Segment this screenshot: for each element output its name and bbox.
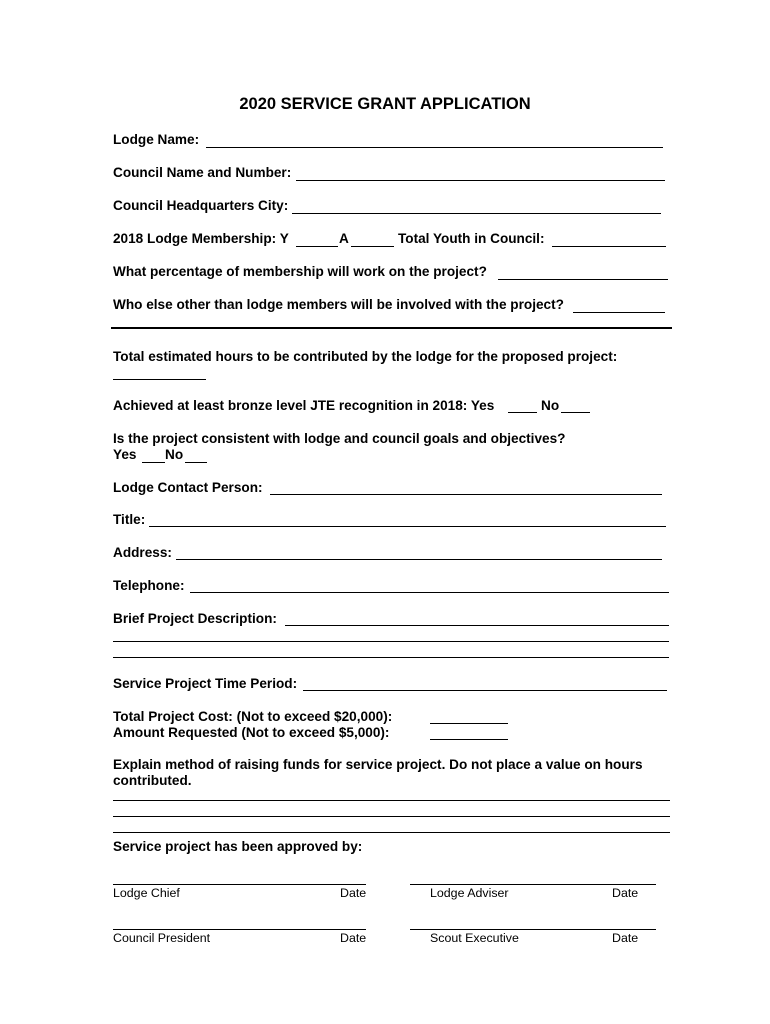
membership-youth-field[interactable] (296, 246, 338, 247)
lodge-name-label: Lodge Name: (113, 132, 200, 147)
scout-executive-date-label: Date (612, 931, 639, 945)
section-divider (111, 327, 672, 329)
who-else-label: Who else other than lodge members will be involved with the project? (113, 297, 564, 312)
scout-executive-signature-line[interactable] (410, 929, 656, 930)
consistent-no-field[interactable] (185, 462, 207, 463)
jte-label: Achieved at least bronze level JTE recognition in 2018: Yes (113, 398, 495, 413)
council-name-field[interactable] (296, 180, 665, 181)
description-field[interactable] (285, 625, 669, 626)
membership-adult-field[interactable] (351, 246, 394, 247)
jte-no-field[interactable] (561, 412, 590, 413)
explain-label-line-2: contributed. (113, 773, 192, 788)
council-hq-label: Council Headquarters City: (113, 198, 289, 213)
explain-line-3[interactable] (113, 832, 670, 833)
description-line-2[interactable] (113, 641, 669, 642)
address-label: Address: (113, 545, 172, 560)
membership-adult-label: A (339, 231, 349, 246)
time-period-label: Service Project Time Period: (113, 676, 298, 691)
title-field[interactable] (149, 526, 666, 527)
telephone-field[interactable] (190, 592, 669, 593)
total-hours-field[interactable] (113, 379, 206, 380)
time-period-field[interactable] (303, 690, 667, 691)
percentage-field[interactable] (498, 279, 668, 280)
lodge-chief-date-label: Date (340, 886, 367, 900)
jte-yes-field[interactable] (508, 412, 537, 413)
explain-line-2[interactable] (113, 816, 670, 817)
explain-label-line-1: Explain method of raising funds for service project. Do not place a value on hours (113, 757, 643, 772)
lodge-chief-label: Lodge Chief (113, 886, 180, 900)
total-cost-field[interactable] (430, 723, 508, 724)
amount-requested-label: Amount Requested (Not to exceed $5,000): (113, 725, 390, 740)
jte-no-label: No (541, 398, 560, 413)
scout-executive-label: Scout Executive (430, 931, 519, 945)
description-line-3[interactable] (113, 657, 669, 658)
council-name-label: Council Name and Number: (113, 165, 292, 180)
consistent-no-label: No (165, 447, 184, 462)
description-label: Brief Project Description: (113, 611, 277, 626)
lodge-adviser-label: Lodge Adviser (430, 886, 509, 900)
consistent-yes-label: Yes (113, 447, 137, 462)
consistent-label: Is the project consistent with lodge and council goals and objectives? (113, 431, 566, 446)
council-president-date-label: Date (340, 931, 367, 945)
approved-by-label: Service project has been approved by: (113, 839, 363, 854)
total-youth-label: Total Youth in Council: (398, 231, 545, 246)
explain-line-1[interactable] (113, 800, 670, 801)
who-else-field[interactable] (573, 312, 665, 313)
amount-requested-field[interactable] (430, 739, 508, 740)
lodge-name-field[interactable] (206, 147, 663, 148)
council-president-signature-line[interactable] (113, 929, 366, 930)
membership-label: 2018 Lodge Membership: Y (113, 231, 289, 246)
total-hours-label: Total estimated hours to be contributed by the lodge for the proposed project: (113, 349, 618, 364)
address-field[interactable] (176, 559, 662, 560)
lodge-adviser-signature-line[interactable] (410, 884, 656, 885)
title-label: Title: (113, 512, 146, 527)
total-youth-field[interactable] (552, 246, 666, 247)
contact-label: Lodge Contact Person: (113, 480, 263, 495)
contact-field[interactable] (270, 494, 662, 495)
lodge-chief-signature-line[interactable] (113, 884, 366, 885)
consistent-yes-field[interactable] (142, 462, 165, 463)
page-title: 2020 SERVICE GRANT APPLICATION (239, 95, 531, 113)
council-hq-field[interactable] (292, 213, 661, 214)
total-cost-label: Total Project Cost: (Not to exceed $20,000): (113, 709, 393, 724)
percentage-label: What percentage of membership will work on the project? (113, 264, 487, 279)
telephone-label: Telephone: (113, 578, 185, 593)
council-president-label: Council President (113, 931, 211, 945)
lodge-adviser-date-label: Date (612, 886, 639, 900)
